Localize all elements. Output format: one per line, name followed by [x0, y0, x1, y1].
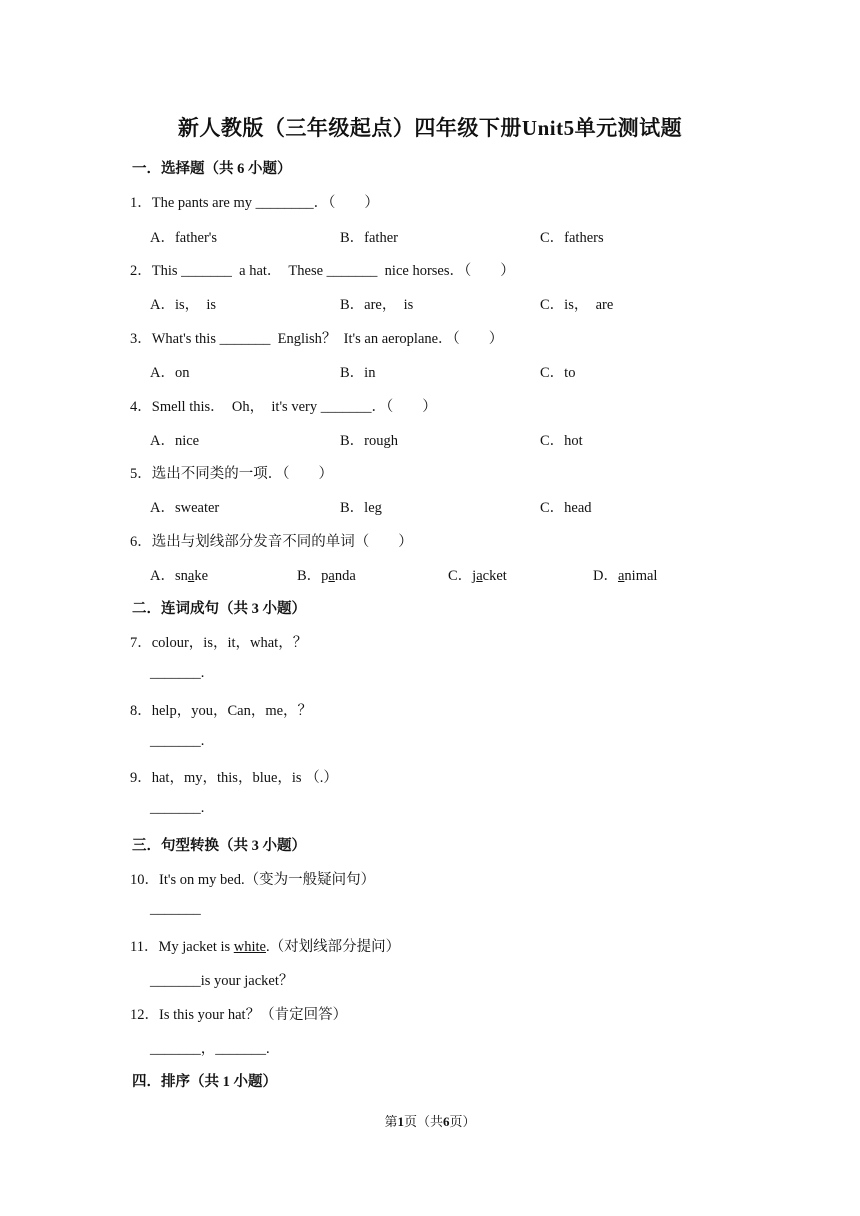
footer-total-pages: 6	[443, 1114, 450, 1129]
q6-option-a-suffix: ke	[194, 568, 208, 584]
q11-suffix: .（对划线部分提问）	[265, 939, 401, 955]
q1-option-c: C．fathers	[540, 230, 604, 246]
q6-option-d-underlined: a	[617, 568, 625, 584]
section-heading-3: 三．句型转换（共 3 小题）	[132, 838, 306, 854]
section-heading-2: 二．连词成句（共 3 小题）	[132, 601, 306, 617]
q6-option-b-prefix: B．p	[297, 568, 329, 584]
q10-answer-blank: _______	[150, 901, 201, 917]
q8-answer-blank: _______.	[150, 733, 205, 749]
question-7: 7．colour，is，it，what，？	[130, 635, 308, 651]
q11-prefix: 11．My jacket is	[130, 939, 234, 955]
q6-option-d	[593, 564, 657, 585]
q2-option-a: A．is， is	[150, 297, 217, 313]
q5-option-b: B．leg	[340, 500, 382, 516]
q3-option-b: B．in	[340, 365, 376, 381]
q2-option-c: C．is， are	[540, 297, 614, 313]
question-10: 10．It's on my bed.（变为一般疑问句）	[130, 872, 376, 888]
question-3: 3．What's this _______ English？ It's an aeroplane．（ ）	[130, 331, 504, 347]
q5-option-a: A．sweater	[150, 500, 220, 516]
section-heading-4: 四．排序（共 1 小题）	[132, 1074, 277, 1090]
q1-option-b: B．father	[340, 230, 398, 246]
question-4: 4．Smell this． Oh， it's very _______．（ ）	[130, 399, 437, 415]
q6-option-c	[448, 564, 507, 585]
question-9: 9．hat，my，this，blue，is （.）	[130, 770, 338, 786]
footer-prefix: 第	[384, 1114, 398, 1129]
q11-answer-blank: _______is your jacket？	[150, 973, 294, 989]
q4-option-c: C．hot	[540, 433, 583, 449]
q6-option-b-underlined: a	[328, 568, 335, 584]
q4-option-b: B．rough	[340, 433, 398, 449]
question-5: 5．选出不同类的一项．（ ）	[130, 466, 333, 482]
page-footer	[0, 1111, 860, 1130]
section-heading-1: 一．选择题（共 6 小题）	[132, 161, 292, 177]
question-8: 8．help，you，Can，me，？	[130, 703, 313, 719]
q4-option-a: A．nice	[150, 433, 200, 449]
q6-option-c-suffix: cket	[482, 568, 507, 584]
q6-option-a	[150, 564, 208, 585]
question-12: 12．Is this your hat？（肯定回答）	[130, 1007, 348, 1023]
question-1: 1．The pants are my ________．（ ）	[130, 195, 379, 211]
q2-option-b: B．are， is	[340, 297, 414, 313]
q6-option-a-underlined: a	[187, 568, 195, 584]
q6-option-b	[297, 564, 356, 585]
q6-option-c-prefix: C．j	[448, 568, 477, 584]
q3-option-c: C．to	[540, 365, 576, 381]
page-title: 新人教版（三年级起点）四年级下册Unit5单元测试题	[177, 116, 683, 140]
q6-option-d-suffix: nimal	[624, 568, 658, 584]
q12-answer-blank: _______，_______.	[150, 1041, 270, 1057]
q7-answer-blank: _______.	[150, 665, 205, 681]
q11-underlined-word: white	[233, 939, 266, 955]
q6-option-b-suffix: nda	[334, 568, 356, 584]
footer-middle: 页（共	[403, 1114, 443, 1129]
q3-option-a: A．on	[150, 365, 190, 381]
footer-suffix: 页）	[449, 1114, 476, 1129]
q1-option-a: A．father's	[150, 230, 218, 246]
q6-option-d-prefix: D．	[593, 568, 618, 584]
q6-option-c-underlined: a	[476, 568, 483, 584]
question-6: 6．选出与划线部分发音不同的单词（ ）	[130, 534, 413, 550]
q5-option-c: C．head	[540, 500, 592, 516]
q9-answer-blank: _______.	[150, 800, 205, 816]
question-2: 2．This _______ a hat． These _______ nice horses．（ ）	[130, 263, 515, 279]
q6-option-a-prefix: A．sn	[150, 568, 188, 584]
footer-page-number: 1	[397, 1114, 404, 1129]
question-11	[130, 935, 400, 956]
